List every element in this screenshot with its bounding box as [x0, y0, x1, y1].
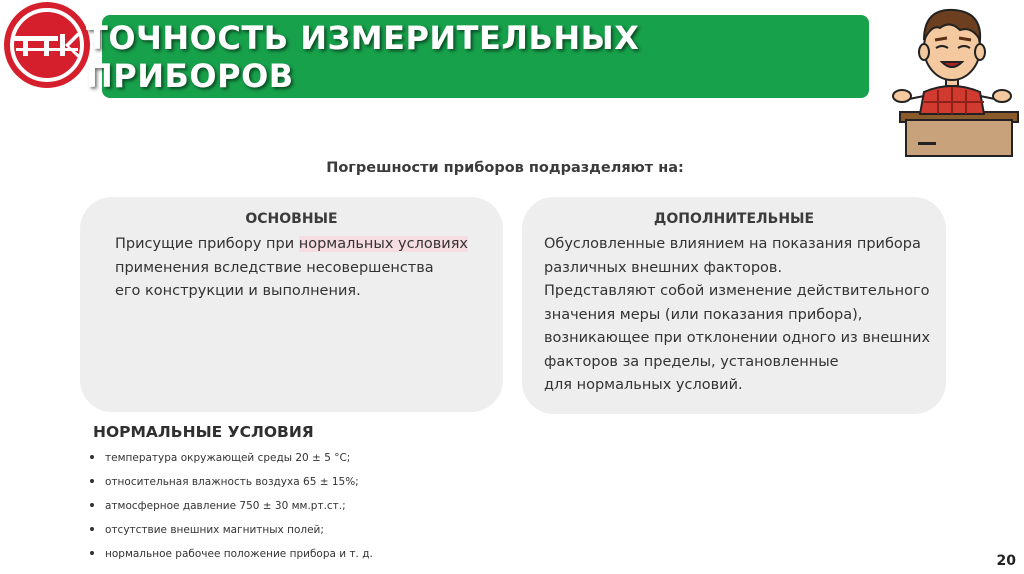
list-item-text: атмосферное давление 750 ± 30 мм.рт.ст.; [105, 500, 346, 512]
card-additional-line: различных внешних факторов. [544, 259, 783, 276]
normal-conditions-list [90, 446, 373, 566]
card-additional-line: Обусловленные влиянием на показания прибора [544, 236, 921, 252]
card-main-line-text: Присущие прибору при [115, 236, 299, 252]
bullet-icon [90, 551, 94, 555]
title-banner [86, 15, 869, 98]
list-item [90, 518, 373, 542]
teacher-character-icon [880, 0, 1024, 160]
card-additional-body [522, 233, 946, 398]
card-main-heading: ОСНОВНЫЕ [245, 211, 338, 227]
card-additional-line: факторов за пределы, установленные [544, 353, 839, 370]
page-number: 20 [996, 553, 1016, 569]
bullet-icon [90, 479, 94, 483]
card-main-line [115, 233, 483, 257]
card-main-errors [80, 197, 503, 412]
card-main-line: применения вследствие несовершенства [115, 259, 434, 276]
list-item [90, 542, 373, 566]
intro-text: Погрешности приборов подразделяют на: [326, 160, 684, 176]
list-item [90, 470, 373, 494]
list-item-text: нормальное рабочее положение прибора и т. д. [105, 548, 373, 560]
list-item-text: отсутствие внешних магнитных полей; [105, 524, 324, 536]
highlighted-text: нормальных условиях [298, 236, 469, 252]
card-additional-errors [522, 197, 946, 414]
card-additional-line: значения меры (или показания прибора), [544, 306, 863, 323]
card-additional-line: возникающее при отклонении одного из внешних [544, 330, 931, 346]
normal-conditions-heading: НОРМАЛЬНЫЕ УСЛОВИЯ [93, 423, 314, 441]
card-additional-heading: ДОПОЛНИТЕЛЬНЫЕ [653, 211, 815, 227]
list-item-text: температура окружающей среды 20 ± 5 °С; [105, 452, 351, 464]
card-additional-line: Представляют собой изменение действительного [544, 283, 930, 299]
bullet-icon [90, 503, 94, 507]
card-main-line: его конструкции и выполнения. [115, 283, 361, 299]
list-item [90, 494, 373, 518]
card-additional-line: для нормальных условий. [544, 377, 743, 393]
page-title: ТОЧНОСТЬ ИЗМЕРИТЕЛЬНЫХ ПРИБОРОВ [86, 18, 640, 95]
list-item [90, 446, 373, 470]
list-item-text: относительная влажность воздуха 65 ± 15%; [105, 476, 359, 488]
card-main-body [80, 233, 503, 304]
ttk-logo-icon [2, 0, 92, 90]
bullet-icon [90, 455, 94, 459]
bullet-icon [90, 527, 94, 531]
